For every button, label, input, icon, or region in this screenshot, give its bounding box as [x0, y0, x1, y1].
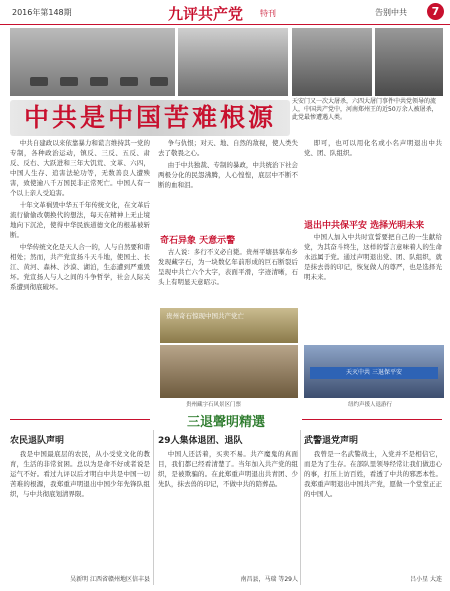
article-column-3b	[304, 232, 442, 284]
subheading-quit: 退出中共保平安 选择光明未来	[304, 221, 425, 231]
parade-banner: 天灭中共 三退保平安	[310, 367, 438, 379]
paragraph: 争与仇恨；对天、地、自然的敌视，使人类失去了敬畏之心。	[158, 139, 298, 157]
parade-caption: 纽约声援人退游行	[348, 402, 393, 408]
statement-title: 29人集体退团、退队	[158, 436, 243, 446]
ticket-caption: 贵州藏字石风景区门票	[186, 402, 242, 408]
divider	[302, 419, 442, 420]
ticket-photo	[160, 345, 298, 398]
statement-title: 武警退党声明	[304, 436, 359, 446]
article-column-1	[10, 138, 150, 294]
special-label: 特刊	[260, 9, 276, 18]
article-column-3	[304, 138, 442, 160]
paragraph: 由于中共独裁、专制的暴政，中共统治下社会两极分化的民怨沸腾，人心惶惶，底层中不断不断的血和泪。	[158, 161, 298, 189]
section-label: 告别中共	[375, 8, 407, 17]
parade-photo	[304, 345, 444, 398]
statement-body	[158, 449, 298, 489]
paragraph: 中共自建政以来依靠暴力和谎言维持其一党的专制，各种政治运动，镇反、三反、五反、肃反、反右、大跃进和三年大饥荒、文革、六四，中国人生存、追害法轮功等，无数善良人遭殃害，致使逾八千万国民非正常死亡。中国人有一个以上亲人受迫害。	[10, 139, 150, 197]
statement-title: 农民退队声明	[10, 436, 65, 446]
statement-signature: 吴新明 江西省赣州地区信丰县	[70, 576, 150, 583]
headline-banner	[10, 100, 290, 136]
top-photo-caption: 天安门又一次大屠杀，六四大屠门事件中共党领导的流人，中国共产党中，河南郑州王的近50万余人被屠杀，此党最惨遭遇人类。	[292, 98, 438, 121]
paragraph: 中国人还活着，买卖不易。共产魔鬼的真面目，我们都已经看清楚了。当年加入共产党的组织，是被欺骗的。在此郑重声明退出共青团、少先队，抹去兽的印记，不做中共的陪葬品。	[158, 450, 298, 488]
tank-photo	[10, 28, 175, 96]
statement-signature: 吕小星 大连	[410, 576, 442, 583]
issue-number: 2016年第148期	[12, 8, 72, 17]
statement-body	[304, 449, 442, 499]
section-banner	[10, 410, 442, 428]
paragraph: 即可，也可以用化名或小名声明退出中共党、团、队组织。	[304, 139, 442, 157]
divider	[10, 419, 150, 420]
headline-text: 中共是中国苦难根源	[23, 103, 276, 132]
subheading-omen: 奇石异象 天意示警	[160, 236, 236, 246]
newspaper-title: 九评共产党	[168, 5, 244, 23]
page-number: 7	[427, 3, 444, 20]
statement-signature: 南昌县，马瑞 等29人	[240, 576, 298, 583]
page-header	[0, 0, 450, 25]
paragraph: 中华传统文化是天人合一的，人与自然要和谐相处；然而，共产党宣扬斗天斗地，使国土、长江、黄河、森林、沙漠、湖泊，生态遭到严重毁坏。党宣扬人与人之间的斗争哲学，社会人际关系遭到彻底破坏。	[10, 243, 150, 291]
paragraph: 我是中国最底层的农民，从小受党文化的教育，生活的非常贫困。总以为是命不好或者说是运气不好。看过九评以后才明白中共是中国一切苦难的根源，我郑重声明退出中国少年先锋队组织，与中共彻底划清界限。	[10, 450, 150, 498]
paragraph: 中国人加入中共时宣誓要把自己的一生献给党，为其奋斗终生，这样的誓言意味着人的生命永远属于党。通过声明退出党、团、队组织，就是抹去兽的印记，恢复做人的尊严，也是选择光明未来。	[304, 233, 442, 281]
article-column-2b	[158, 247, 298, 289]
article-column-2	[158, 138, 298, 192]
cultural-revolution-photo	[292, 28, 372, 96]
paragraph: 十年文革祸毁中华五千年传统文化，在文革后流行偷偷改朝换代的想法，每天在精神上无止境地向下沉沦，使得中华民族道德文化的根基被斩断。	[10, 201, 150, 239]
protest-photo	[375, 28, 443, 96]
crowd-photo	[178, 28, 288, 96]
section-banner-text: 三退聲明精選	[186, 415, 265, 430]
divider	[300, 430, 301, 585]
paragraph: 古人说：多行不义必自毙。贵州平塘县掌布乡发现藏字石，为一块数亿年前形成的巨石断裂后呈现中共亡六个大字，表面平滑，字迹清晰，石头上有明显天意昭示。	[158, 248, 298, 286]
divider	[153, 430, 154, 585]
statement-body	[10, 449, 150, 499]
paragraph: 我曾是一名武警战士，入党并不是相信它，而是为了生存。在部队里领导经常让我们做违心的事，打压上访百姓，看透了中共的邪恶本性。我郑重声明退出中国共产党，愿做一个堂堂正正的中国人。	[304, 450, 442, 498]
stone-caption: 贵州奇石惊现中国共产党亡	[166, 312, 244, 320]
